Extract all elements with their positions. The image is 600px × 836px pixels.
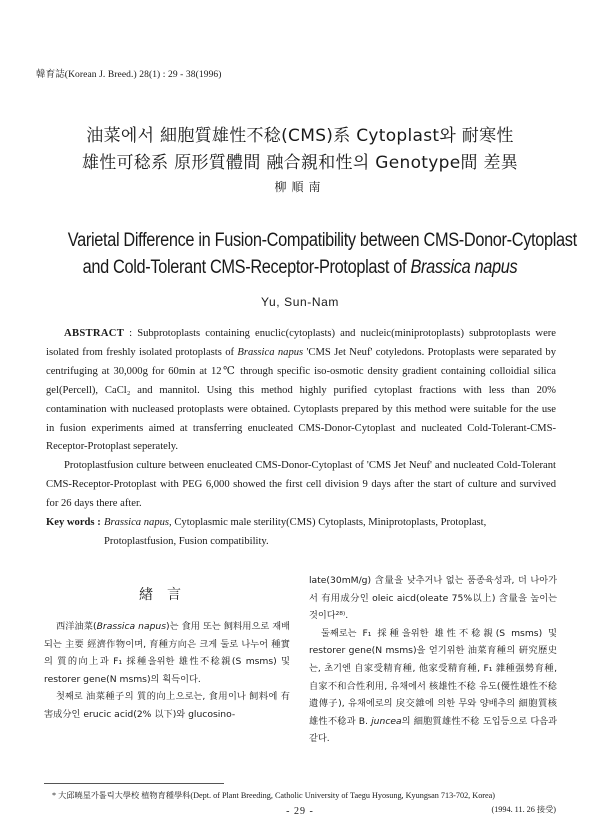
keywords-text: [104, 513, 556, 551]
intro-right-column: [309, 572, 557, 748]
received-date: (1994. 11. 26 接受): [491, 805, 556, 814]
abstract: [46, 325, 556, 514]
intro-right-species: juncea: [371, 715, 402, 727]
korean-title-line-1: 油菜에서 細胞質雄性不稔(CMS)系 Cytoplast와 耐寒性: [86, 126, 514, 146]
english-title-species: Brassica napus: [410, 257, 518, 278]
intro-right-paragraph-2: [309, 625, 557, 748]
abstract-p1-text-a: : Subprotoplasts containing enuclic(cytoplasts) and nucleic(miniprotoplasts) subprotoplasts were isolated from freshly isolated protoplasts of: [46, 328, 556, 358]
abstract-paragraph-2: Protoplastfusion culture between enucleated CMS-Donor-Cytoplast of 'CMS Jet Neuf' and nucleated Cold-Tolerant CMS-Receptor-Protoplast with PEG 6,000 showed the first cell division 9 days after the start of culture and survived for 26 days there after.: [46, 460, 556, 510]
keywords-species: Brassica napus,: [104, 517, 172, 528]
intro-left-p1-a: 西洋油菜(: [56, 621, 97, 632]
intro-right-paragraph-1: late(30mM/g) 含量을 낮추거나 없는 품종육성과, 더 나아가서 有用成分인 oleic aicd(oleate 75%以上) 含量을 높이는 것이다²⁸⁾.: [309, 575, 557, 622]
english-title-line-1: Varietal Difference in Fusion-Compatibility between CMS-Donor-Cytoplast: [67, 230, 577, 251]
korean-title-line-2: 雄性可稔系 原形質體間 融合親和性의 Genotype間 差異: [81, 153, 519, 173]
intro-left-paragraph-2: 첫째로 油菜種子의 質的向上으로는, 食用이나 飼料에 有害成分인 erucic acid(2% 以下)와 glucosino-: [44, 691, 290, 720]
keywords-list: Cytoplasmic male sterility(CMS) Cytoplasts, Miniprotoplasts, Protoplast, Protoplastfusion, Fusion compatibility.: [104, 517, 487, 547]
intro-heading: 緖言: [139, 587, 195, 603]
abstract-p1-species: Brassica napus: [237, 346, 304, 358]
intro-right-p2-b: 의 細胞質雄性不稔 도입등으로 다음과 같다.: [309, 715, 557, 745]
intro-left-p1-b: )는 食用 또는 飼料用으로 재배되는 主要 經濟作物이며, 育種方向은 크게 둘로 나누어 種實의 質的向上과 F₁ 採種을위한 雄性不稔親(S msms) 및 restorer gene(N msms)의 획득이다.: [44, 621, 290, 685]
footnote-divider: [44, 783, 224, 784]
korean-author: 柳順南: [274, 180, 326, 194]
intro-right-p2-a: 둘째로는 F₁ 採種을위한 雄性不稔親(S msms) 및 restorer gene(N msms)을 얻기위한 油菜育種의 硏究歷史는, 초기엔 自家受精育種, 他家受精育種, F₁ 雜種强勢育種, 自家不和合性利用, 유채에서 核雄性不稔 유도(優性雄性不稔遺傳子), 유채에로의 戾交雜에 의한 무와 양배추의 細胞質核雄性不稔과 B.: [309, 627, 557, 727]
page-number: - 29 -: [286, 806, 314, 817]
keywords-label: Key words :: [46, 517, 101, 528]
intro-left-species: Brassica napus: [96, 621, 167, 632]
intro-left-paragraph-1: [44, 618, 290, 688]
abstract-p1-text-b: 'CMS Jet Neuf' cotyledons. Protoplasts were separated by centrifuging at 30,000g for 60min at 12℃ through specific iso-osmotic density gradient containing colloidial silica gel(Percell), CaCl₂ and mannitol. Using this method highly purified cytoplast fractions with less than 20% contamination with nucleased protoplasts were obtained. Cytoplasts prepared by this method were suitable for the use in fusion experiments aimed at transferring enucleated CMS-Donor-Cytoplast and nucleated Cold-Tolerant-CMS-Receptor-Protoplast seperately.: [46, 346, 556, 453]
english-title-line-2: [68, 257, 532, 279]
journal-citation: 韓育誌(Korean J. Breed.) 28(1) : 29 - 38(1996): [36, 70, 222, 80]
english-author: Yu, Sun-Nam: [261, 295, 339, 309]
intro-left-column: [44, 572, 290, 724]
abstract-paragraph-1: [46, 325, 556, 457]
affiliation-footnote: * 大邱曉星가톨릭大學校 植物育種學科(Dept. of Plant Breeding, Catholic University of Taegu Hyosung, Kyungsan 713-702, Korea): [52, 791, 496, 800]
english-title-line-2-text: and Cold-Tolerant CMS-Receptor-Protoplast of: [82, 257, 411, 278]
abstract-label: ABSTRACT: [64, 328, 125, 339]
